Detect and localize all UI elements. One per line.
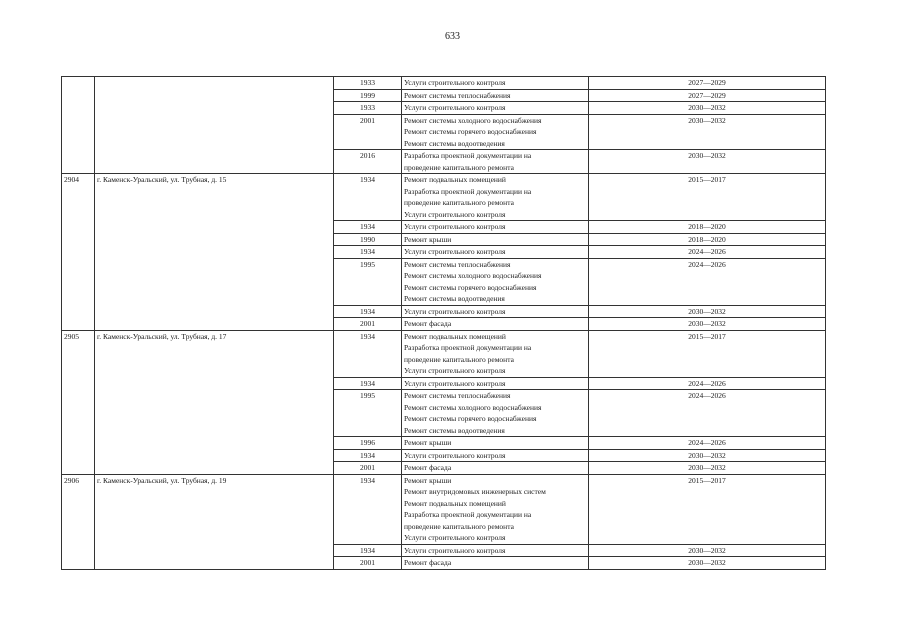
work-item: Услуги строительного контроля xyxy=(404,103,506,112)
work-item: проведение капитального ремонта xyxy=(404,521,514,531)
period-cell: 2024—2026 xyxy=(589,390,826,437)
work-item: Ремонт внутридомовых инженерных систем xyxy=(404,487,546,496)
work-item: проведение капитального ремонта xyxy=(404,198,514,207)
table-row xyxy=(62,474,826,544)
period-cell: 2030—2032 xyxy=(589,544,826,557)
works-cell xyxy=(402,258,589,305)
table-row xyxy=(62,330,826,377)
year-cell: 1995 xyxy=(334,390,402,437)
works-cell xyxy=(402,330,589,377)
year-cell: 2001 xyxy=(334,318,402,331)
year-cell: 1934 xyxy=(334,330,402,377)
period-cell: 2030—2032 xyxy=(589,462,826,475)
works-cell xyxy=(402,390,589,437)
year-cell: 1996 xyxy=(334,437,402,450)
building-number-cell: 2905 xyxy=(62,330,95,474)
period-cell: 2027—2029 xyxy=(589,89,826,102)
work-item: Услуги строительного контроля xyxy=(404,378,506,388)
works-cell xyxy=(402,474,589,544)
works-cell xyxy=(402,102,589,115)
year-cell: 2016 xyxy=(334,150,402,174)
works-cell xyxy=(402,544,589,557)
work-item: Услуги строительного контроля xyxy=(404,450,506,460)
work-item: Ремонт крыши xyxy=(404,475,452,485)
year-cell: 1933 xyxy=(334,77,402,90)
work-item: Ремонт подвальных помещений xyxy=(404,331,506,341)
year-cell: 1934 xyxy=(334,174,402,221)
work-item: Ремонт системы горячего водоснабжения xyxy=(404,414,537,423)
table-body xyxy=(62,77,826,570)
works-cell xyxy=(402,114,589,150)
address-cell: г. Каменск-Уральский, ул. Трубная, д. 15 xyxy=(95,174,334,331)
year-cell: 1934 xyxy=(334,474,402,544)
work-item: Ремонт фасада xyxy=(404,558,452,567)
work-item: проведение капитального ремонта xyxy=(404,162,514,172)
table-row xyxy=(62,174,826,221)
period-cell: 2018—2020 xyxy=(589,221,826,234)
work-item: Услуги строительного контроля xyxy=(404,222,506,231)
work-item: Услуги строительного контроля xyxy=(404,209,506,219)
period-cell: 2030—2032 xyxy=(589,150,826,174)
period-cell: 2015—2017 xyxy=(589,174,826,221)
work-item: Ремонт системы холодного водоснабжения xyxy=(404,402,542,412)
works-cell xyxy=(402,449,589,462)
work-item: Ремонт системы холодного водоснабжения xyxy=(404,271,542,280)
work-item: Ремонт фасада xyxy=(404,319,452,328)
period-cell: 2024—2026 xyxy=(589,437,826,450)
work-item: Услуги строительного контроля xyxy=(404,247,506,256)
work-item: Ремонт крыши xyxy=(404,438,452,447)
work-item: Ремонт системы водоотведения xyxy=(404,425,505,435)
works-cell xyxy=(402,233,589,246)
year-cell: 2001 xyxy=(334,557,402,570)
period-cell: 2018—2020 xyxy=(589,233,826,246)
building-number-cell: 2906 xyxy=(62,474,95,569)
work-item: Ремонт подвальных помещений xyxy=(404,498,506,508)
work-item: проведение капитального ремонта xyxy=(404,354,514,364)
year-cell: 1995 xyxy=(334,258,402,305)
table-row xyxy=(62,77,826,90)
period-cell: 2030—2032 xyxy=(589,318,826,331)
works-cell xyxy=(402,150,589,174)
building-number-cell xyxy=(62,77,95,174)
year-cell: 1933 xyxy=(334,102,402,115)
period-cell: 2024—2026 xyxy=(589,377,826,390)
works-cell xyxy=(402,89,589,102)
work-item: Ремонт системы горячего водоснабжения xyxy=(404,282,537,292)
works-cell xyxy=(402,246,589,259)
works-cell xyxy=(402,305,589,318)
work-item: Ремонт крыши xyxy=(404,234,452,244)
work-item: Ремонт подвальных помещений xyxy=(404,175,506,184)
year-cell: 1934 xyxy=(334,449,402,462)
year-cell: 1934 xyxy=(334,377,402,390)
work-item: Разработка проектной документации на xyxy=(404,186,532,196)
period-cell: 2024—2026 xyxy=(589,258,826,305)
period-cell: 2030—2032 xyxy=(589,449,826,462)
works-cell xyxy=(402,318,589,331)
work-item: Ремонт системы горячего водоснабжения xyxy=(404,127,537,136)
period-cell: 2015—2017 xyxy=(589,474,826,544)
year-cell: 1990 xyxy=(334,233,402,246)
year-cell: 1999 xyxy=(334,89,402,102)
address-cell xyxy=(95,77,334,174)
works-cell xyxy=(402,557,589,570)
period-cell: 2030—2032 xyxy=(589,557,826,570)
works-cell xyxy=(402,77,589,90)
work-item: Ремонт фасада xyxy=(404,463,452,472)
year-cell: 1934 xyxy=(334,221,402,234)
works-cell xyxy=(402,377,589,390)
work-item: Услуги строительного контроля xyxy=(404,78,506,87)
works-cell xyxy=(402,437,589,450)
year-cell: 1934 xyxy=(334,544,402,557)
works-cell xyxy=(402,221,589,234)
year-cell: 1934 xyxy=(334,246,402,259)
work-item: Ремонт системы теплоснабжения xyxy=(404,391,511,400)
year-cell: 2001 xyxy=(334,462,402,475)
work-item: Ремонт системы теплоснабжения xyxy=(404,259,511,269)
year-cell: 1934 xyxy=(334,305,402,318)
period-cell: 2024—2026 xyxy=(589,246,826,259)
work-item: Ремонт системы теплоснабжения xyxy=(404,90,511,100)
work-item: Услуги строительного контроля xyxy=(404,366,506,375)
work-item: Ремонт системы холодного водоснабжения xyxy=(404,115,542,125)
period-cell: 2027—2029 xyxy=(589,77,826,90)
work-item: Ремонт системы водоотведения xyxy=(404,138,505,148)
building-number-cell: 2904 xyxy=(62,174,95,331)
work-item: Разработка проектной документации на xyxy=(404,343,532,352)
page-number: 633 xyxy=(445,31,460,42)
address-cell: г. Каменск-Уральский, ул. Трубная, д. 19 xyxy=(95,474,334,569)
works-cell xyxy=(402,174,589,221)
work-item: Услуги строительного контроля xyxy=(404,306,506,316)
work-item: Разработка проектной документации на xyxy=(404,151,532,160)
period-cell: 2030—2032 xyxy=(589,305,826,318)
work-item: Услуги строительного контроля xyxy=(404,545,506,555)
address-cell: г. Каменск-Уральский, ул. Трубная, д. 17 xyxy=(95,330,334,474)
period-cell: 2015—2017 xyxy=(589,330,826,377)
period-cell: 2030—2032 xyxy=(589,102,826,115)
works-cell xyxy=(402,462,589,475)
work-item: Разработка проектной документации на xyxy=(404,510,532,519)
repair-schedule-table xyxy=(61,76,826,570)
year-cell: 2001 xyxy=(334,114,402,150)
work-item: Услуги строительного контроля xyxy=(404,533,506,542)
work-item: Ремонт системы водоотведения xyxy=(404,294,505,303)
period-cell: 2030—2032 xyxy=(589,114,826,150)
